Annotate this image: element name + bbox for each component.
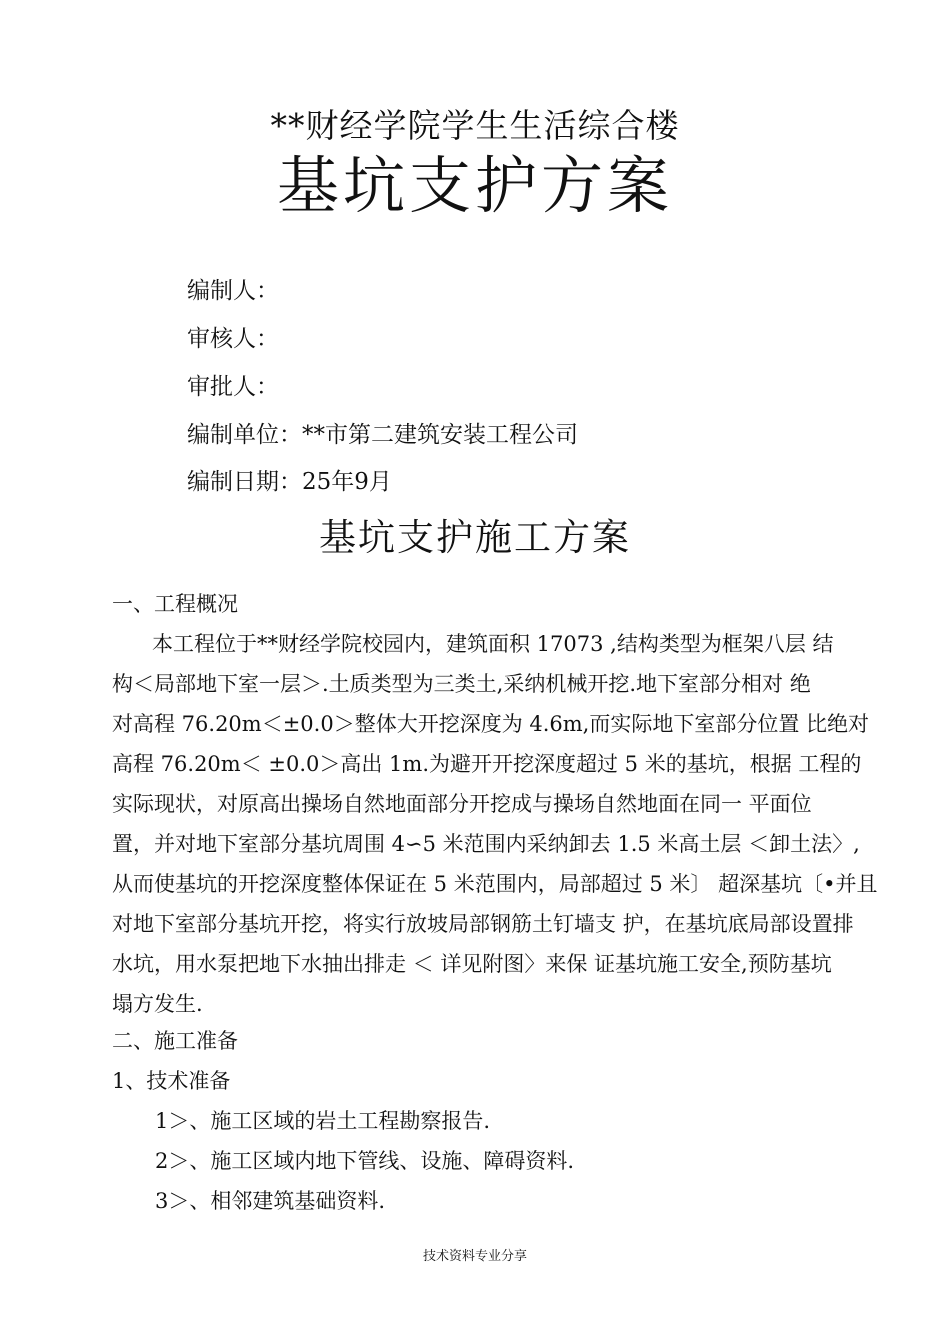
paragraph-line: 构＜局部地下室一层＞.土质类型为三类土,采纳机械开挖.地下室部分相对 绝 bbox=[112, 672, 811, 696]
document-subtitle: **财经学院学生生活综合楼 bbox=[270, 106, 680, 145]
tech-heading: 1、技术准备 bbox=[112, 1069, 231, 1093]
meta-date: 编制日期：25年9月 bbox=[187, 469, 392, 495]
paragraph-line: 从而使基坑的开挖深度整体保证在 5 米范围内，局部超过 5 米〕 超深基坑〔•并且 bbox=[112, 872, 878, 896]
paragraph-line: 塌方发生. bbox=[112, 992, 203, 1016]
tech-item: 3＞、相邻建筑基础资料. bbox=[155, 1189, 386, 1213]
meta-unit: 编制单位：**市第二建筑安装工程公司 bbox=[187, 422, 578, 448]
overview-paragraph bbox=[112, 624, 878, 1024]
paragraph-line: 实际现状，对原高出操场自然地面部分开挖成与操场自然地面在同一 平面位 bbox=[112, 792, 812, 816]
meta-approver: 审批人： bbox=[187, 374, 279, 400]
document-title: 基坑支护方案 bbox=[276, 149, 673, 222]
paragraph-line: 置，并对地下室部分基坑周围 4∽5 米范围内采纳卸去 1.5 米高土层 ＜卸土法〉, bbox=[112, 832, 860, 856]
paragraph-line: 对地下室部分基坑开挖，将实行放坡局部钢筋土钉墙支 护，在基坑底局部设置排 bbox=[112, 912, 854, 936]
meta-compiler: 编制人： bbox=[187, 278, 279, 304]
prep-heading: 二、施工准备 bbox=[112, 1029, 238, 1053]
paragraph-line: 对高程 76.20m＜±0.0＞整体大开挖深度为 4.6m,而实际地下室部分位置 比绝对 bbox=[112, 712, 870, 736]
paragraph-line: 高程 76.20m＜ ±0.0＞高出 1m.为避开开挖深度超过 5 米的基坑，根据 工程的 bbox=[112, 752, 862, 776]
tech-item: 1＞、施工区域的岩土工程勘察报告. bbox=[155, 1109, 491, 1133]
overview-heading: 一、工程概况 bbox=[112, 592, 238, 616]
tech-item: 2＞、施工区域内地下管线、设施、障碍资料. bbox=[155, 1149, 575, 1173]
paragraph-line: 本工程位于**财经学院校园内，建筑面积 17073 ,结构类型为框架八层 结 bbox=[152, 632, 834, 656]
page-footer: 技术资料专业分享 bbox=[422, 1249, 527, 1264]
paragraph-line: 水坑，用水泵把地下水抽出排走 ＜ 详见附图〉来保 证基坑施工安全,预防基坑 bbox=[112, 952, 832, 976]
section-title: 基坑支护施工方案 bbox=[319, 516, 631, 559]
meta-reviewer: 审核人： bbox=[187, 326, 279, 352]
